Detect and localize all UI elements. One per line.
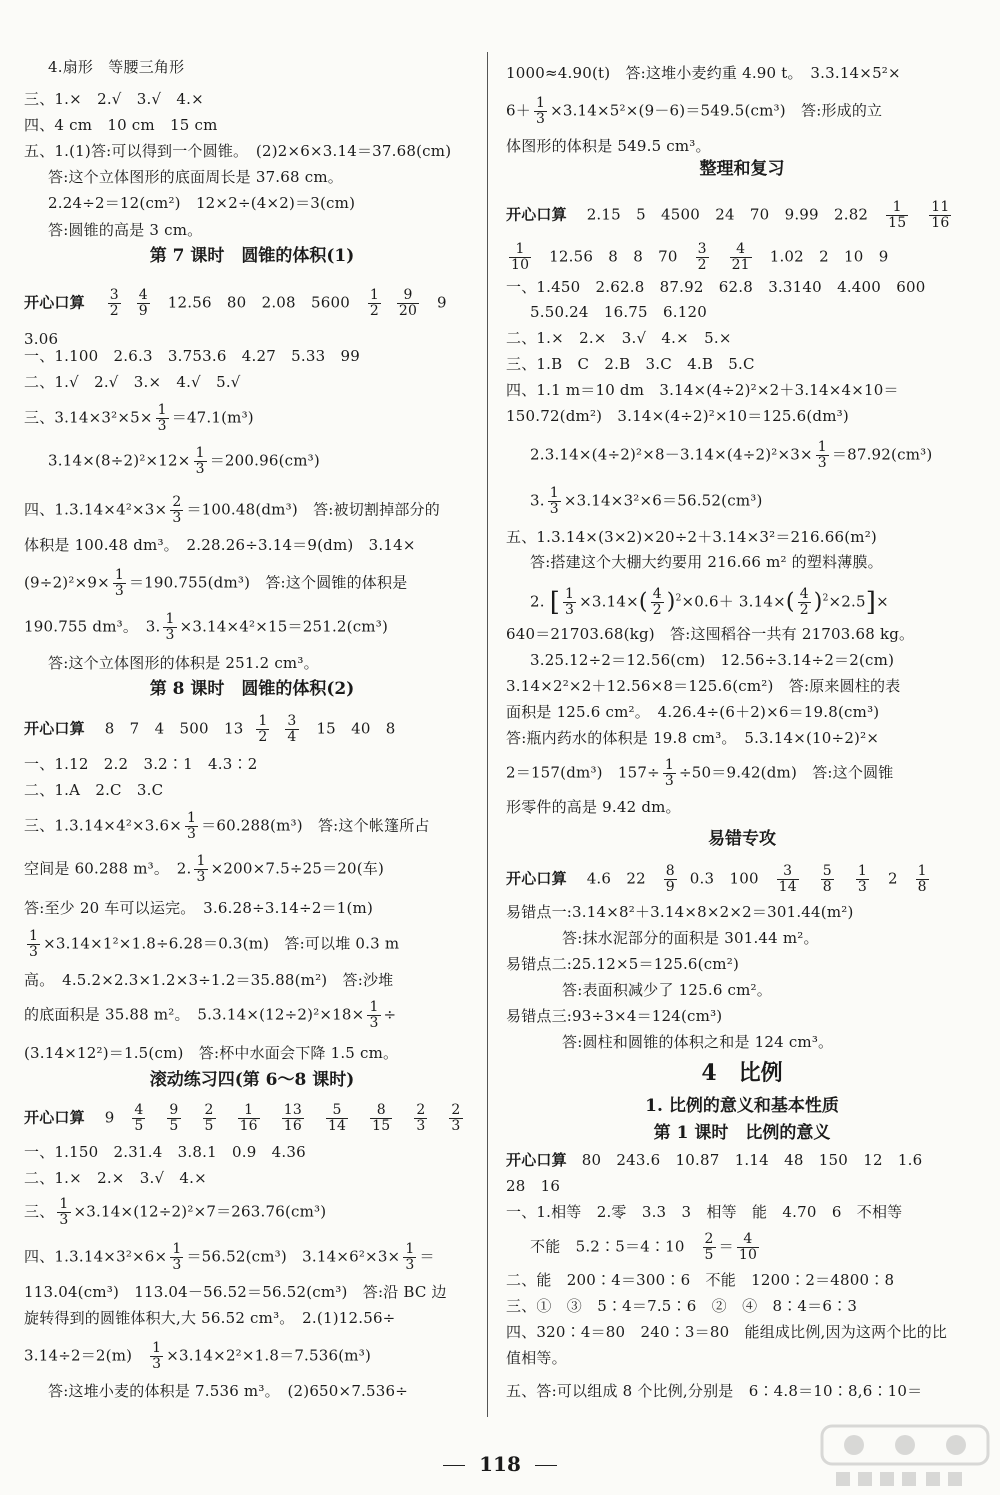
text-line: 答:这堆小麦的体积是 7.536 m³。 (2)650×7.536÷: [48, 1382, 409, 1400]
formula-line: [24, 568, 407, 599]
text-line: 答:圆柱和圆锥的体积之和是 124 cm³。: [562, 1033, 834, 1051]
mental-math-label: 开心口算: [506, 205, 567, 224]
text-line: 3.14×(8÷2)²×12×: [48, 451, 191, 470]
text-line: 五、1.3.14×(3×2)×20÷2＋3.14×3²＝216.66(m²): [506, 528, 877, 546]
dash-right: [535, 1465, 557, 1466]
text-line: 5.50.24 16.75 6.120: [530, 303, 707, 321]
fraction: $\frac{1}{3}$: [152, 1340, 162, 1372]
text-line: 三、① ③ 5∶4＝7.5∶6 ② ④ 8∶4＝6∶3: [506, 1297, 858, 1315]
fraction: $\frac{5}{8}$: [822, 863, 832, 895]
formula-line: [506, 440, 932, 471]
text-line: 2.: [530, 592, 545, 611]
text-line: 3.14×2²×2＋12.56×8＝125.6(cm²) 答:原来圆柱的表: [506, 677, 901, 695]
formula-line: [24, 811, 430, 842]
text-line: 值相等。: [506, 1349, 567, 1367]
text-line: 三、1.3.14×4²×3.6×: [24, 816, 183, 835]
text-line: 三、: [24, 1202, 55, 1221]
text-line: 四、1.3.14×3²×6×: [24, 1247, 168, 1266]
text-line: 一、1.150 2.31.4 3.8.1 0.9 4.36: [24, 1143, 306, 1161]
text-line: 8 7 4 500 13: [104, 719, 244, 738]
text-line: 640＝21703.68(kg) 答:这囤稻谷一共有 21703.68 kg。: [506, 625, 915, 643]
section-heading: 第 7 课时 圆锥的体积(1): [149, 246, 355, 266]
text-line: 答:表面积减少了 125.6 cm²。: [562, 981, 772, 999]
formula-line: [24, 929, 399, 960]
fraction: $\frac{3}{14}$: [778, 863, 797, 895]
fraction: $\frac{2}{3}$: [451, 1102, 461, 1134]
text-line: 4.扇形 等腰三角形: [48, 58, 185, 76]
mental-math-label: 开心口算: [506, 869, 567, 888]
text-line: 一、1.450 2.62.8 87.92 62.8 3.3140 4.400 600: [506, 278, 926, 296]
formula-line: [24, 446, 320, 477]
fraction: $\frac{1}{3}$: [157, 402, 167, 434]
mental-math-line: [24, 714, 396, 745]
text-line: 二、1.× 2.× 3.√ 4.×: [24, 1169, 207, 1187]
text-line: 空间是 60.288 m³。 2.: [24, 859, 192, 878]
fraction: $\frac{2}{3}$: [172, 494, 182, 526]
fraction: $\frac{1}{2}$: [369, 287, 379, 319]
bracket: (: [785, 589, 795, 615]
formula-line: [24, 1341, 371, 1372]
text-line: 1.02 2 10 9: [769, 247, 889, 266]
text-line: 12.56 8 8 70: [549, 247, 678, 266]
text-line: ×3.14×1²×1.8÷6.28＝0.3(m) 答:可以堆 0.3 m: [43, 934, 400, 953]
fraction: $\frac{3}{2}$: [697, 241, 707, 273]
text-line: 9: [437, 293, 447, 312]
column-divider: [487, 52, 488, 1417]
text-line: 一、1.100 2.6.3 3.753.6 4.27 5.33 99: [24, 347, 361, 365]
text-line: ÷50＝9.42(dm) 答:这个圆锥: [679, 763, 894, 782]
text-line: 3.14÷2＝2(m): [24, 1346, 133, 1365]
formula-line: [506, 1232, 762, 1263]
formula-line: [506, 96, 882, 127]
text-line: ＝60.288(m³) 答:这个帐篷所占: [201, 816, 430, 835]
fraction: $\frac{1}{3}$: [565, 586, 575, 618]
fraction: $\frac{1}{2}$: [258, 713, 268, 745]
text-line: 6＋: [506, 101, 531, 120]
fraction: $\frac{1}{3}$: [196, 853, 206, 885]
mental-math-line: [506, 864, 932, 895]
fraction: $\frac{1}{3}$: [172, 1241, 182, 1273]
dash-left: [443, 1465, 465, 1466]
text-line: 一、1.相等 2.零 3.3 3 相等 能 4.70 6 不相等: [506, 1203, 903, 1221]
bracket: [: [549, 587, 561, 618]
section-heading: 整理和复习: [699, 159, 785, 179]
text-line: 答:搭建这个大棚大约要用 216.66 m² 的塑料薄膜。: [530, 553, 883, 571]
fraction: $\frac{1}{3}$: [114, 567, 124, 599]
formula-line: [24, 1197, 326, 1228]
text-line: 3.25.12÷2＝12.56(cm) 12.56÷3.14÷2＝2(cm): [530, 651, 895, 669]
text-line: 三、3.14×3²×5×: [24, 408, 153, 427]
mental-math-label: 开心口算: [24, 1108, 85, 1127]
fraction: $\frac{11}{16}$: [931, 199, 950, 231]
text-line: ＝200.96(cm³): [209, 451, 320, 470]
text-line: 3.: [530, 491, 545, 510]
fraction: $\frac{1}{3}$: [817, 439, 827, 471]
text-line: 2.24÷2＝12(cm²) 12×2÷(4×2)＝3(cm): [48, 194, 356, 212]
fraction: $\frac{1}{3}$: [857, 863, 867, 895]
text-line: 9: [104, 1108, 115, 1127]
fraction: $\frac{13}{16}$: [283, 1102, 302, 1134]
text-line: 体积是 100.48 dm³。 2.28.26÷3.14＝9(dm) 3.14×: [24, 536, 416, 554]
formula-line: [24, 1242, 435, 1273]
text-line: 易错点二:25.12×5＝125.6(cm²): [506, 955, 739, 973]
text-line: ×: [876, 592, 889, 611]
text-line: 113.04(cm³) 113.04－56.52＝56.52(cm³) 答:沿 BC 边: [24, 1283, 447, 1301]
fraction: $\frac{1}{3}$: [405, 1241, 415, 1273]
text-line: ＝100.48(dm³) 答:被切割掉部分的: [186, 500, 440, 519]
text-line: 五、1.(1)答:可以得到一个圆锥。 (2)2×6×3.14＝37.68(cm): [24, 142, 452, 160]
formula-line: [24, 854, 384, 885]
text-line: ×0.6＋ 3.14×: [681, 592, 786, 611]
text-line: 15 40 8: [316, 719, 396, 738]
fraction: $\frac{1}{3}$: [165, 611, 175, 643]
text-line: 四、4 cm 10 cm 15 cm: [24, 116, 218, 134]
bracket: ]: [865, 587, 877, 618]
section-heading: 第 8 课时 圆锥的体积(2): [149, 679, 355, 699]
formula-line: [24, 495, 440, 526]
mental-math-label: 开心口算: [24, 719, 85, 738]
text-line: ×3.14×5²×(9－6)＝549.5(cm³) 答:形成的立: [550, 101, 883, 120]
text-line: 答:圆锥的高是 3 cm。: [48, 221, 203, 239]
text-line: ＝: [419, 1247, 435, 1266]
fraction: $\frac{3}{2}$: [109, 287, 119, 319]
fraction: $\frac{4}{9}$: [138, 287, 148, 319]
formula-line: [506, 486, 763, 517]
formula-line: [24, 403, 254, 434]
fraction: $\frac{2}{5}$: [704, 1231, 714, 1263]
fraction: $\frac{2}{5}$: [204, 1102, 214, 1134]
text-line: 的底面积是 35.88 m²。 5.3.14×(12÷2)²×18×: [24, 1005, 365, 1024]
section-heading: 1. 比例的意义和基本性质: [645, 1096, 839, 1116]
text-line: 150.72(dm²) 3.14×(4÷2)²×10＝125.6(dm³): [506, 407, 849, 425]
text-line: 二、1.× 2.× 3.√ 4.× 5.×: [506, 329, 732, 347]
fraction: $\frac{9}{5}$: [169, 1102, 179, 1134]
fraction: $\frac{4}{21}$: [731, 241, 750, 273]
text-line: ×3.14×2²×1.8＝7.536(m³): [166, 1346, 372, 1365]
text-line: 形零件的高是 9.42 dm。: [506, 798, 681, 816]
text-line: 四、1.3.14×4²×3×: [24, 500, 168, 519]
text-line: 面积是 125.6 cm²。 4.26.4÷(6＋2)×6＝19.8(cm³): [506, 703, 880, 721]
fraction: $\frac{1}{3}$: [187, 810, 197, 842]
bracket: ): [813, 589, 823, 615]
fraction: $\frac{5}{14}$: [327, 1102, 347, 1134]
text-line: ×3.14×3²×6＝56.52(cm³): [563, 491, 763, 510]
formula-line: 2. [ $\frac{1}{3}$ ×3.14×( $\frac{4}{2}$ )$^2$×0.6＋ 3.14×( $\frac{4}{2}$ )$^2$×2.5]×: [530, 586, 889, 618]
text-line: 四、1.1 m＝10 dm 3.14×(4÷2)²×2＋3.14×4×10＝: [506, 381, 899, 399]
text-line: 一、1.12 2.2 3.2∶1 4.3∶2: [24, 755, 258, 773]
text-line: ×3.14×: [579, 592, 639, 611]
bracket: (: [638, 589, 648, 615]
fraction: $\frac{1}{3}$: [59, 1196, 69, 1228]
section-heading: 易错专攻: [708, 829, 776, 849]
text-line: 3.06: [24, 330, 59, 348]
text-line: (9÷2)²×9×: [24, 573, 110, 592]
text-line: 80 243.6 10.87 1.14 48 150 12 1.6: [581, 1151, 923, 1169]
text-line: ÷: [383, 1005, 397, 1024]
text-line: ×3.14×4²×15＝251.2(cm³): [179, 617, 388, 636]
text-line: 0.3 100: [689, 869, 759, 888]
page-number-text: 118: [479, 1452, 521, 1476]
text-line: 三、1.× 2.√ 3.√ 4.×: [24, 90, 204, 108]
text-line: 2: [887, 869, 898, 888]
mental-math-line: [506, 242, 888, 273]
fraction: $\frac{1}{3}$: [29, 928, 39, 960]
fraction: $\frac{1}{3}$: [195, 445, 205, 477]
mental-math-line: [24, 1103, 466, 1134]
bracket: ): [666, 589, 676, 615]
text-line: 12.56 80 2.08 5600: [167, 293, 350, 312]
text-line: 答:瓶内药水的体积是 19.8 cm³。 5.3.14×(10÷2)²×: [506, 729, 880, 747]
text-line: 28 16: [506, 1177, 561, 1195]
text-line: 2.3.14×(4÷2)²×8－3.14×(4÷2)²×3×: [530, 445, 813, 464]
text-line: ＝190.755(dm³) 答:这个圆锥的体积是: [128, 573, 408, 592]
text-line: ×2.5: [828, 592, 866, 611]
fraction: $\frac{4}{5}$: [134, 1102, 144, 1134]
formula-line: [506, 758, 893, 789]
fraction: $\frac{1}{8}$: [917, 863, 927, 895]
formula-line: [24, 1000, 396, 1031]
text-line: 1000≈4.90(t) 答:这堆小麦约重 4.90 t。 3.3.14×5²×: [506, 64, 901, 82]
fraction: $\frac{1}{16}$: [239, 1102, 258, 1134]
text-line: 四、320∶4＝80 240∶3＝80 能组成比例,因为这两个比的比: [506, 1323, 948, 1341]
mental-math-line: [506, 1150, 922, 1170]
section-heading: 第 1 课时 比例的意义: [653, 1123, 831, 1143]
mental-math-label: 开心口算: [506, 1151, 567, 1169]
text-line: 答:抹水泥部分的面积是 301.44 m²。: [562, 929, 819, 947]
fraction: $\frac{4}{2}$: [799, 586, 809, 618]
fraction: $\frac{8}{15}$: [372, 1102, 391, 1134]
text-line: ×200×7.5÷25＝20(车): [210, 859, 385, 878]
fraction: $\frac{1}{3}$: [664, 757, 675, 789]
text-line: ＝: [718, 1237, 734, 1256]
fraction: $\frac{1}{3}$: [535, 95, 546, 127]
text-line: 二、1.√ 2.√ 3.× 4.√ 5.√: [24, 373, 241, 391]
text-line: 答:至少 20 车可以运完。 3.6.28÷3.14÷2＝1(m): [24, 899, 374, 917]
formula-line: [24, 612, 388, 643]
text-line: ＝47.1(m³): [171, 408, 254, 427]
text-line: (3.14×12²)＝1.5(cm) 答:杯中水面会下降 1.5 cm。: [24, 1044, 399, 1062]
fraction: $\frac{3}{4}$: [287, 713, 297, 745]
text-line: 答:这个立体图形的底面周长是 37.68 cm。: [48, 168, 343, 186]
text-line: 易错点三:93÷3×4＝124(cm³): [506, 1007, 723, 1025]
mental-math-line: [24, 288, 447, 319]
text-line: 2.15 5 4500 24 70 9.99 2.82: [586, 205, 869, 224]
text-line: 答:这个立体图形的体积是 251.2 cm³。: [48, 654, 319, 672]
text-line: 旋转得到的圆锥体积大,大 56.52 cm³。 2.(1)12.56÷: [24, 1309, 396, 1327]
section-heading: 滚动练习四(第 6～8 课时): [149, 1070, 355, 1090]
fraction: $\frac{4}{2}$: [652, 586, 662, 618]
fraction: $\frac{2}{3}$: [416, 1102, 426, 1134]
fraction: $\frac{1}{15}$: [888, 199, 907, 231]
text-line: 190.755 dm³。 3.: [24, 617, 161, 636]
fraction: $\frac{1}{3}$: [549, 485, 559, 517]
mental-math-label: 开心口算: [24, 293, 85, 312]
text-line: 五、答:可以组成 8 个比例,分别是 6∶4.8＝10∶8,6∶10＝: [506, 1382, 923, 1400]
text-line: 二、1.A 2.C 3.C: [24, 781, 164, 799]
fraction: $\frac{8}{9}$: [665, 863, 675, 895]
text-line: ＝56.52(cm³) 3.14×6²×3×: [186, 1247, 401, 1266]
fraction: $\frac{9}{20}$: [398, 287, 418, 319]
text-line: 二、能 200∶4＝300∶6 不能 1200∶2＝4800∶8: [506, 1271, 895, 1289]
text-line: 不能 5.2∶5＝4∶10: [530, 1237, 685, 1256]
text-line: 三、1.B C 2.B 3.C 4.B 5.C: [506, 355, 755, 373]
fraction: $\frac{4}{10}$: [738, 1231, 758, 1263]
text-line: ＝87.92(cm³): [831, 445, 933, 464]
watermark-logo: [816, 1420, 994, 1492]
text-line: 体图形的体积是 549.5 cm³。: [506, 137, 711, 155]
mental-math-line: [506, 200, 954, 231]
text-line: 2＝157(dm³) 157÷: [506, 763, 660, 782]
chapter-heading: 4 比例: [701, 1060, 783, 1086]
text-line: 4.6 22: [586, 869, 646, 888]
text-line: 高。 4.5.2×2.3×1.2×3÷1.2＝35.88(m²) 答:沙堆: [24, 971, 394, 989]
text-line: ×3.14×(12÷2)²×7＝263.76(cm³): [73, 1202, 327, 1221]
text-line: 易错点一:3.14×8²＋3.14×8×2×2＝301.44(m²): [506, 903, 854, 921]
fraction: $\frac{1}{3}$: [369, 999, 379, 1031]
fraction: $\frac{1}{10}$: [511, 241, 530, 273]
